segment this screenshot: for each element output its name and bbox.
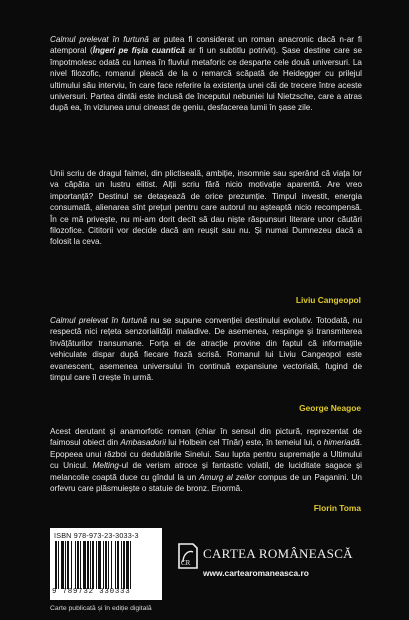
- blurb-review-2: [50, 426, 362, 494]
- book-title-italic-2: Calmul prelevat în furtună: [50, 316, 147, 325]
- barcode-digits: 9 789732 330333: [52, 588, 131, 596]
- publisher-url: www.cartearomaneasca.ro: [203, 568, 309, 578]
- barcode-icon: [54, 541, 158, 589]
- signature-florin-toma: Florin Toma: [313, 503, 361, 513]
- review-2-text-2: lui Holbein cel Tînăr) este, în temeiul lui, o: [165, 438, 324, 448]
- review-1-text: nu se supune convenției destinului evolutiv. Totodată, nu respectă nici rețeta senzorialității maladive. De asemenea, respinge și transmiterea învățăturilor transumane. Forța ei de atracție provine din faptul că informațiile vehiculate dispar după fiecare frază scrisă. Romanul lui Liviu Cangeopol este evanescent, asemenea universului în continuă expansiune vectorială, fugind de timpul care îl crește în urmă.: [50, 316, 362, 383]
- publisher-logo-icon: [177, 542, 199, 570]
- review-2-text-1: Acest derutant și anamorfotic roman (chiar în sensul din pictură, reprezentat de faimosul obiect din: [50, 427, 362, 448]
- publisher-name: CARTEA ROMÂNEASCĂ: [203, 546, 353, 561]
- review-2-text-3: . Epopeea unui război cu dedublările Sinelui. Sau lupta pentru supremație a Ultimului cu Unicul.: [50, 438, 362, 471]
- italic-melting: Melting: [92, 461, 119, 471]
- synopsis-text-1: ar putea fi considerat un roman anacronic dacă n-ar fi atemporal (: [50, 35, 363, 56]
- digital-edition-note: Carte publicată și în ediție digitală: [50, 605, 152, 612]
- blurb-author-note: [50, 168, 362, 248]
- italic-himeriada: himeriadă: [323, 438, 360, 448]
- review-2-text-4: -ul de verism atroce și fantastic volatil, de luciditate sagace și melancolie coaptă duce cu gîndul la un: [50, 461, 362, 482]
- book-title-italic: Calmul prelevat în furtună: [50, 35, 149, 44]
- italic-amurg: Amurg al zeilor: [199, 472, 256, 482]
- synopsis-text-2: ar fi un subtitlu potrivit). Șase destine care se împotmolesc odată cu lumea în fluviul metaforic ce desparte cele două universuri. La nivel filozofic, romanul pleacă de la o remarcă scăpată de Heidegger cu prilejul ultimului său interviu, în care face referire la existența unei căi de trecere între aceste universuri. Partea dintâi este inclusă de începutul nebuniei lui Nietzsche, care a atras după ea, în viziunea unui cineast de geniu, desfacerea lumii în șase zile.: [50, 46, 362, 113]
- subtitle-italic: Îngeri pe fișia cuantică: [92, 46, 185, 56]
- review-2-text-5: compus de un Paganini. Un orfevru care plăsmuiește o statuie de bronz. Enormă.: [50, 472, 362, 494]
- isbn-text: ISBN 978-973-23-3033-3: [54, 531, 139, 540]
- logo-letters: CR: [181, 559, 191, 567]
- author-note-text: Unii scriu de dragul faimei, din plictiseală, ambiție, insomnie sau sperând că viața lor va căpăta un lustru elitist. Alții scriu fără nicio motivație aparentă. Are vreo importanță? Destinul se detașează de orice prezumție. Timpul investit, energia consumată, alienarea sînt prețuri pentru care autorul nu așteaptă nicio recompensă. În ce mă privește, nu mi-am dorit decît să dau niște răspunsuri literare unor căutări filozofice. Cititorii vor decide dacă am reușit sau nu. Și numai Dumnezeu dacă a folosit la ceva.: [50, 169, 362, 247]
- signature-liviu-cangeopol: Liviu Cangeopol: [295, 295, 361, 305]
- signature-george-neagoe: George Neagoe: [299, 403, 361, 413]
- italic-ambasadorii: Ambasadorii: [120, 438, 166, 448]
- barcode-label: [50, 528, 162, 600]
- blurb-review-1: [50, 315, 362, 383]
- blurb-synopsis: [50, 34, 362, 114]
